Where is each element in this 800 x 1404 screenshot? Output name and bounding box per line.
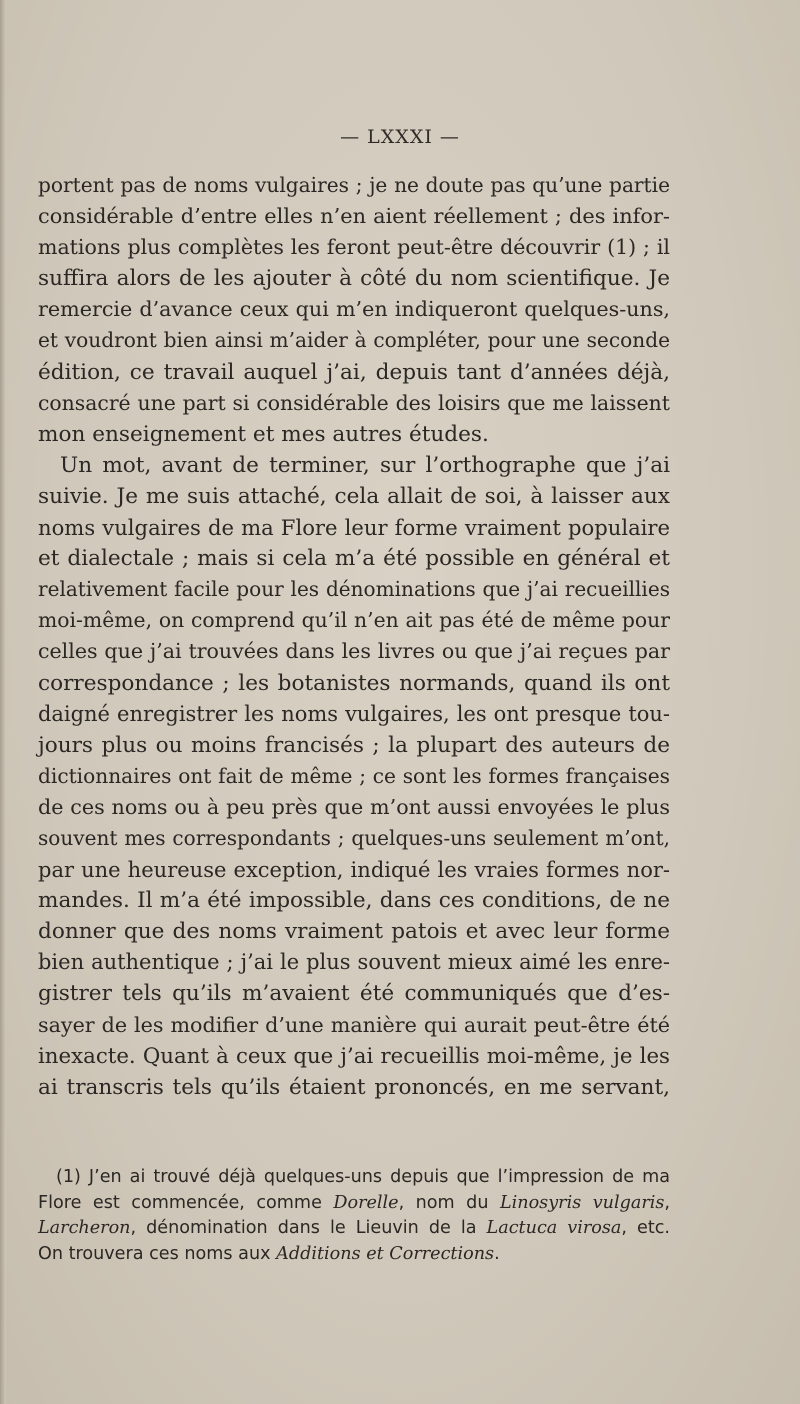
footnote-italic-term: Lactuca virosa bbox=[486, 1218, 622, 1238]
page-gutter-shadow bbox=[0, 0, 6, 1404]
text-line: considérable d’entre elles n’en aient réellement ; des infor- bbox=[38, 204, 670, 229]
footnote-italic-term: Linosyris vulgaris bbox=[499, 1192, 665, 1213]
text-line: et dialectale ; mais si cela m’a été possible en général et bbox=[38, 546, 670, 572]
footnote-line bbox=[38, 1216, 670, 1242]
text-line: mandes. Il m’a été impossible, dans ces conditions, de ne bbox=[38, 888, 670, 914]
text-line: suffira alors de les ajouter à côté du nom scientifique. Je bbox=[38, 266, 670, 292]
text-line: souvent mes correspondants ; quelques-uns seulement m’ont, bbox=[38, 825, 670, 850]
footnote-text: , nom du bbox=[398, 1192, 500, 1213]
footnote-text: On trouvera ces noms aux bbox=[38, 1243, 277, 1264]
text-line: mations plus complètes les feront peut-être découvrir (1) ; il bbox=[38, 235, 670, 260]
body-text bbox=[38, 170, 670, 1103]
footnote-text: . bbox=[494, 1243, 500, 1264]
footnote-italic-term: Additions et Corrections bbox=[276, 1243, 495, 1264]
running-head-page-number: — LXXXI — bbox=[340, 126, 460, 148]
footnote-text: , etc. bbox=[621, 1218, 670, 1238]
text-line: relativement facile pour les dénominations que j’ai recueillies bbox=[38, 577, 670, 602]
text-line: dictionnaires ont fait de même ; ce sont les formes françaises bbox=[38, 763, 670, 788]
text-line: jours plus ou moins francisés ; la plupart des auteurs de bbox=[38, 732, 670, 758]
footnote-text: , dénomination dans le Lieuvin de la bbox=[130, 1218, 487, 1238]
text-line: inexacte. Quant à ceux que j’ai recueillis moi-même, je les bbox=[38, 1043, 670, 1069]
footnote-italic-term: Dorelle bbox=[333, 1192, 399, 1213]
text-line: daigné enregistrer les noms vulgaires, les ont presque tou- bbox=[38, 701, 670, 726]
footnote-line bbox=[38, 1191, 670, 1217]
footnote-line: (1) J’en ai trouvé déjà quelques-uns depuis que l’impression de ma bbox=[56, 1167, 670, 1187]
paragraph-start-line: Un mot, avant de terminer, sur l’orthographe que j’ai bbox=[60, 452, 670, 478]
text-line: donner que des noms vraiment patois et avec leur forme bbox=[38, 919, 670, 945]
footnote bbox=[38, 1165, 670, 1267]
text-line: noms vulgaires de ma Flore leur forme vraiment populaire bbox=[38, 515, 670, 541]
text-line: portent pas de noms vulgaires ; je ne doute pas qu’une partie bbox=[38, 173, 670, 197]
text-line: ai transcris tels qu’ils étaient prononcés, en me servant, bbox=[38, 1074, 670, 1100]
text-line: gistrer tels qu’ils m’avaient été communiqués que d’es- bbox=[38, 981, 670, 1007]
footnote-italic-term: Larcheron bbox=[38, 1218, 131, 1238]
text-line: remercie d’avance ceux qui m’en indiqueront quelques-uns, bbox=[38, 297, 670, 322]
text-line: mon enseignement et mes autres études. bbox=[38, 421, 489, 447]
text-line: bien authentique ; j’ai le plus souvent mieux aimé les enre- bbox=[38, 950, 670, 975]
text-line: édition, ce travail auquel j’ai, depuis tant d’années déjà, bbox=[38, 359, 670, 385]
text-line: moi-même, on comprend qu’il n’en ait pas été de même pour bbox=[38, 608, 670, 633]
text-line: correspondance ; les botanistes normands, quand ils ont bbox=[38, 670, 670, 696]
footnote-line bbox=[38, 1242, 670, 1268]
text-line: par une heureuse exception, indiqué les vraies formes nor- bbox=[38, 857, 670, 883]
text-line: consacré une part si considérable des loisirs que me laissent bbox=[38, 390, 670, 415]
text-line: et voudront bien ainsi m’aider à compléter, pour une seconde bbox=[38, 328, 670, 353]
text-line: sayer de les modifier d’une manière qui aurait peut-être été bbox=[38, 1012, 670, 1037]
text-line: suivie. Je me suis attaché, cela allait de soi, à laisser aux bbox=[38, 483, 670, 509]
footnote-text: Flore est commencée, comme bbox=[38, 1192, 334, 1213]
footnote-text: , bbox=[664, 1192, 671, 1213]
text-line: celles que j’ai trouvées dans les livres ou que j’ai reçues par bbox=[38, 639, 670, 664]
text-line: de ces noms ou à peu près que m’ont aussi envoyées le plus bbox=[38, 794, 670, 819]
